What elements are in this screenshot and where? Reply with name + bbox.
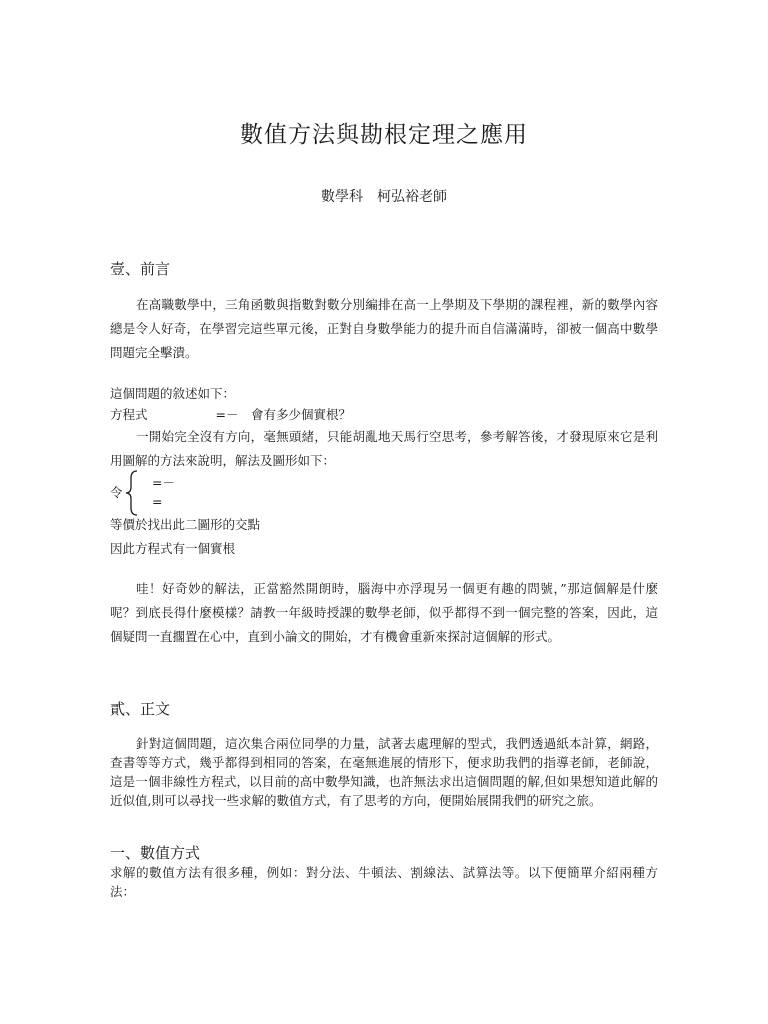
preface-paragraph-1-text: 在高職數學中，三角函數與指數對數分別編排在高一上學期及下學期的課程裡，新的數學內容總是令人好奇，在學習完這些單元後，正對自身數學能力的提升而自信滿滿時，卻被一個高中數學問題完全擊潰。	[110, 297, 658, 360]
main-paragraph-1-text: 針對這個問題，這次集合兩位同學的力量，試著去處理解的型式，我們透過紙本計算，網路，查書等等方式，幾乎都得到相同的答案，在毫無進展的情形下，便求助我們的指導老師，老師說，這是一個非線性方程式，以目前的高中數學知識，也許無法求出這個問題的解,但如果想知道此解的近似值,則可以尋找一些求解的數值方式，有了思考的方向，便開始展開我們的研究之旅。	[110, 736, 658, 808]
system-equation-2: =	[152, 494, 163, 509]
preface-paragraph-3	[110, 577, 658, 649]
numerical-methods-paragraph	[110, 863, 658, 901]
equivalence-statement: 等價於找出此二圖形的交點	[110, 517, 261, 532]
equation-line	[110, 405, 351, 423]
preface-paragraph-2	[110, 425, 658, 473]
equation-label: 方程式	[110, 407, 148, 422]
section-heading-main: 貳、正文	[110, 700, 171, 718]
main-paragraph-1	[110, 734, 658, 810]
problem-description: 這個問題的敘述如下：	[110, 386, 236, 401]
subsection-heading-numerical: 一、數值方式	[110, 844, 201, 862]
section-heading-preface: 壹、前言	[110, 260, 171, 278]
paper-title: 數值方法與勘根定理之應用	[240, 122, 528, 148]
preface-paragraph-1	[110, 293, 658, 365]
preface-paragraph-2-text: 一開始完全沒有方向，毫無頭緒，只能胡亂地天馬行空思考，參考解答後，才發現原來它是利用圖解的方法來說明，解法及圖形如下：	[110, 429, 658, 468]
preface-paragraph-3-text: 哇！好奇妙的解法，正當豁然開朗時，腦海中亦浮現另一個更有趣的問號，”那這個解是什麼呢？到底長得什麼模樣？請教一年級時授課的數學老師，似乎都得不到一個完整的答案，因此，這個疑問一直擱置在心中，直到小論文的開始，才有機會重新來探討這個解的形式。	[110, 581, 658, 644]
system-equation-1: =－	[152, 475, 175, 490]
numerical-methods-text: 求解的數值方法有很多種，例如：對分法、牛頓法、割線法、試算法等。以下便簡單介紹兩種方法：	[110, 865, 658, 899]
author-line: 數學科 柯弘裕老師	[321, 189, 447, 205]
let-label: 令	[110, 485, 123, 500]
equation-tail: =－ 會有多少個實根？	[215, 407, 351, 422]
conclusion-statement: 因此方程式有一個實根	[110, 541, 236, 556]
system-brace-icon	[125, 470, 139, 516]
